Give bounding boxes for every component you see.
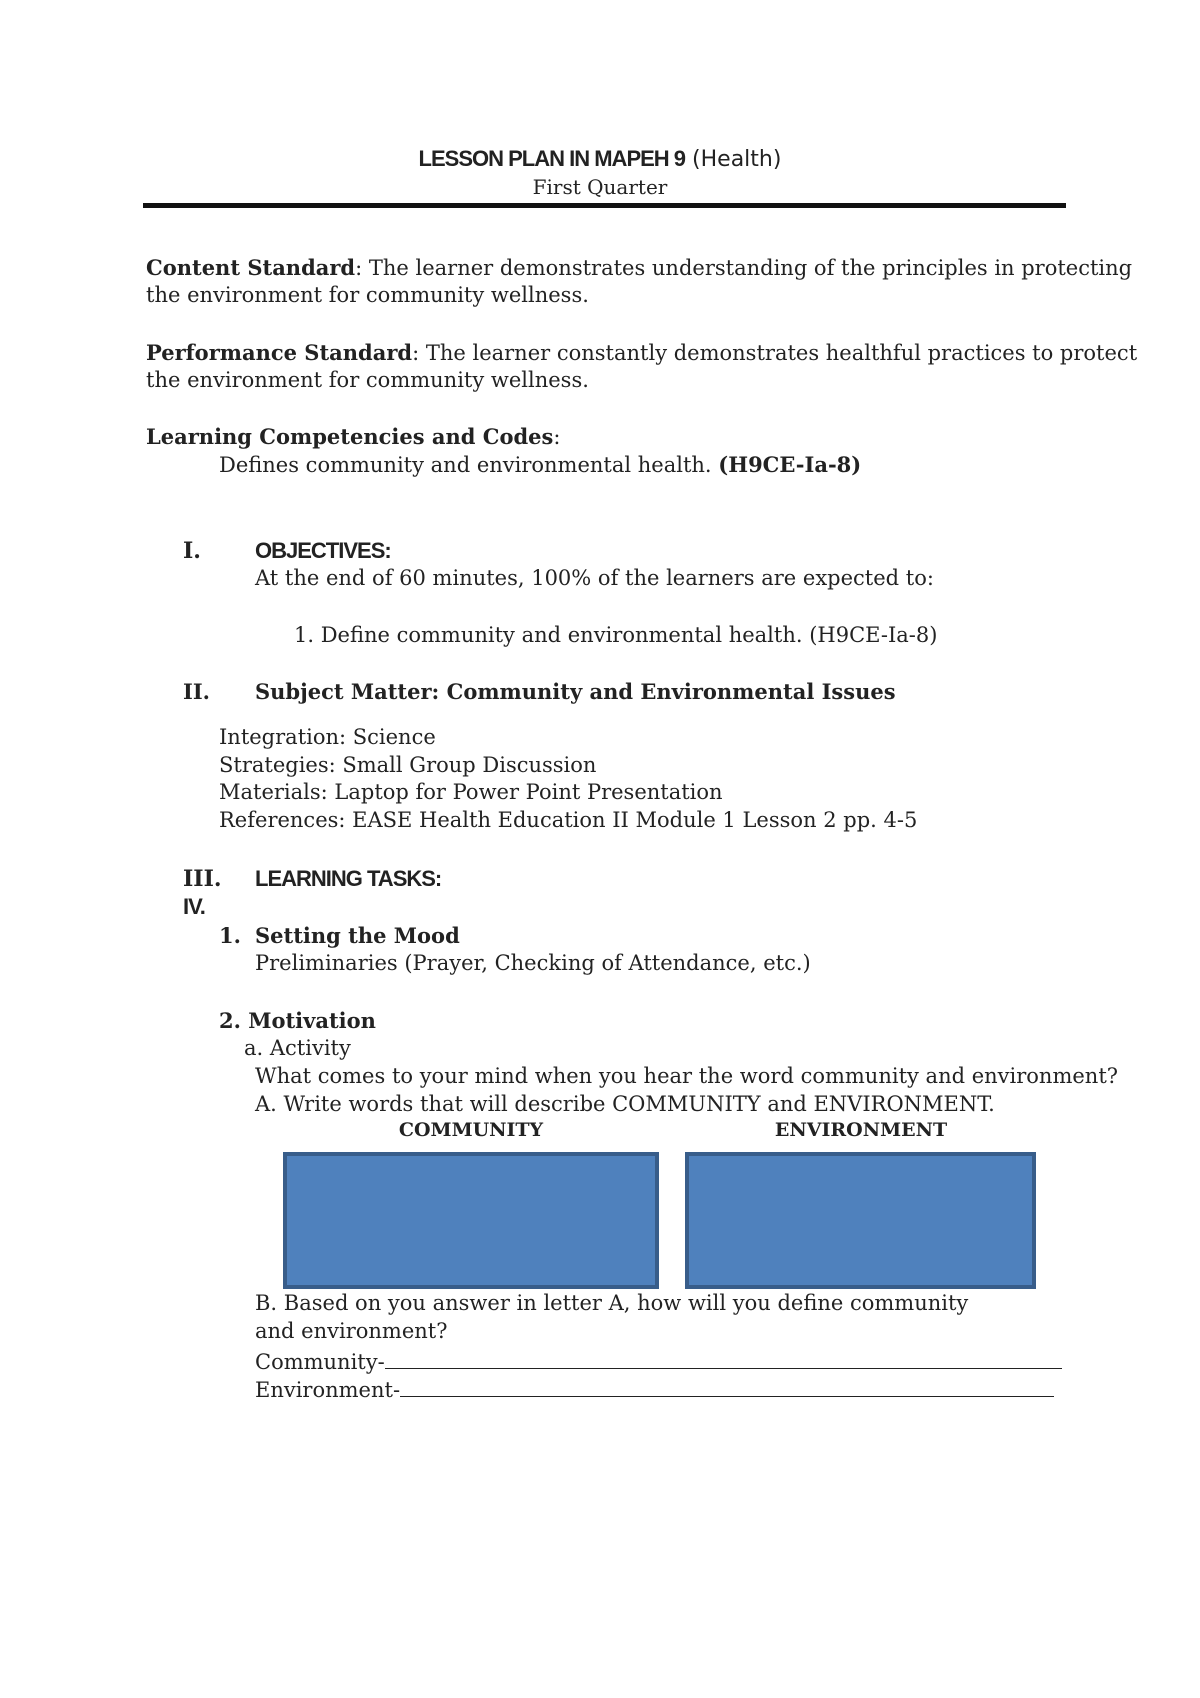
environment-answer-box[interactable] (685, 1152, 1036, 1289)
activity-label: a. Activity (244, 1036, 351, 1060)
task-2-heading: 2. Motivation (219, 1008, 376, 1033)
competencies-label: Learning Competencies and Codes (146, 424, 554, 449)
performance-standard-line1: Performance Standard: The learner constantly demonstrates healthful practices to protect (146, 340, 1138, 365)
materials-line: Materials: Laptop for Power Point Presentation (219, 780, 723, 804)
instruction-a: A. Write words that will describe COMMUNITY and ENVIRONMENT. (255, 1092, 995, 1116)
competency-code: (H9CE-Ia-8) (718, 452, 862, 477)
community-answer-box[interactable] (283, 1152, 659, 1289)
performance-standard-label: Performance Standard (146, 340, 413, 365)
section-2-heading: Subject Matter: Community and Environmental Issues (255, 679, 896, 704)
task-1-text: Preliminaries (Prayer, Checking of Attendance, etc.) (255, 951, 811, 975)
section-3-heading: LEARNING TASKS: (255, 866, 442, 891)
community-column-label: COMMUNITY (398, 1119, 544, 1141)
environment-column-label: ENVIRONMENT (774, 1119, 948, 1141)
environment-definition-label: Environment- (255, 1378, 401, 1402)
document-title (0, 146, 1200, 172)
section-2-numeral: II. (183, 679, 210, 704)
community-definition-blank[interactable] (385, 1348, 1062, 1369)
title-suffix: (Health) (692, 147, 782, 172)
content-standard-line2: the environment for community wellness. (146, 283, 589, 307)
integration-line: Integration: Science (219, 725, 436, 749)
objectives-intro: At the end of 60 minutes, 100% of the learners are expected to: (255, 566, 934, 590)
task-1-number: 1. (219, 923, 241, 948)
section-3-numeral: III. (183, 866, 222, 892)
header-rule (143, 203, 1066, 208)
instruction-b-line1: B. Based on you answer in letter A, how will you define community (255, 1291, 969, 1315)
section-1-heading: OBJECTIVES: (255, 538, 391, 563)
environment-definition-line (255, 1376, 1054, 1402)
section-4-numeral: IV. (183, 894, 205, 919)
strategies-line: Strategies: Small Group Discussion (219, 753, 597, 777)
task-1-heading: Setting the Mood (255, 923, 460, 948)
objective-item: 1. Define community and environmental health. (H9CE-Ia-8) (294, 623, 938, 647)
environment-definition-blank[interactable] (400, 1376, 1054, 1397)
quarter-subtitle: First Quarter (532, 175, 668, 199)
competency-item: Defines community and environmental health. (H9CE-Ia-8) (219, 452, 862, 477)
content-standard-label: Content Standard (146, 255, 356, 280)
community-definition-label: Community- (255, 1350, 385, 1374)
instruction-b-line2: and environment? (255, 1319, 448, 1343)
section-1-numeral: I. (183, 538, 201, 564)
performance-standard-line2: the environment for community wellness. (146, 368, 589, 392)
references-line: References: EASE Health Education II Module 1 Lesson 2 pp. 4-5 (219, 808, 918, 832)
title-main: LESSON PLAN IN MAPEH 9 (418, 146, 686, 171)
activity-question: What comes to your mind when you hear the word community and environment? (255, 1064, 1119, 1088)
competencies-heading: Learning Competencies and Codes: (146, 424, 561, 449)
content-standard-line1: Content Standard: The learner demonstrates understanding of the principles in protecting (146, 255, 1133, 280)
community-definition-line (255, 1348, 1062, 1374)
